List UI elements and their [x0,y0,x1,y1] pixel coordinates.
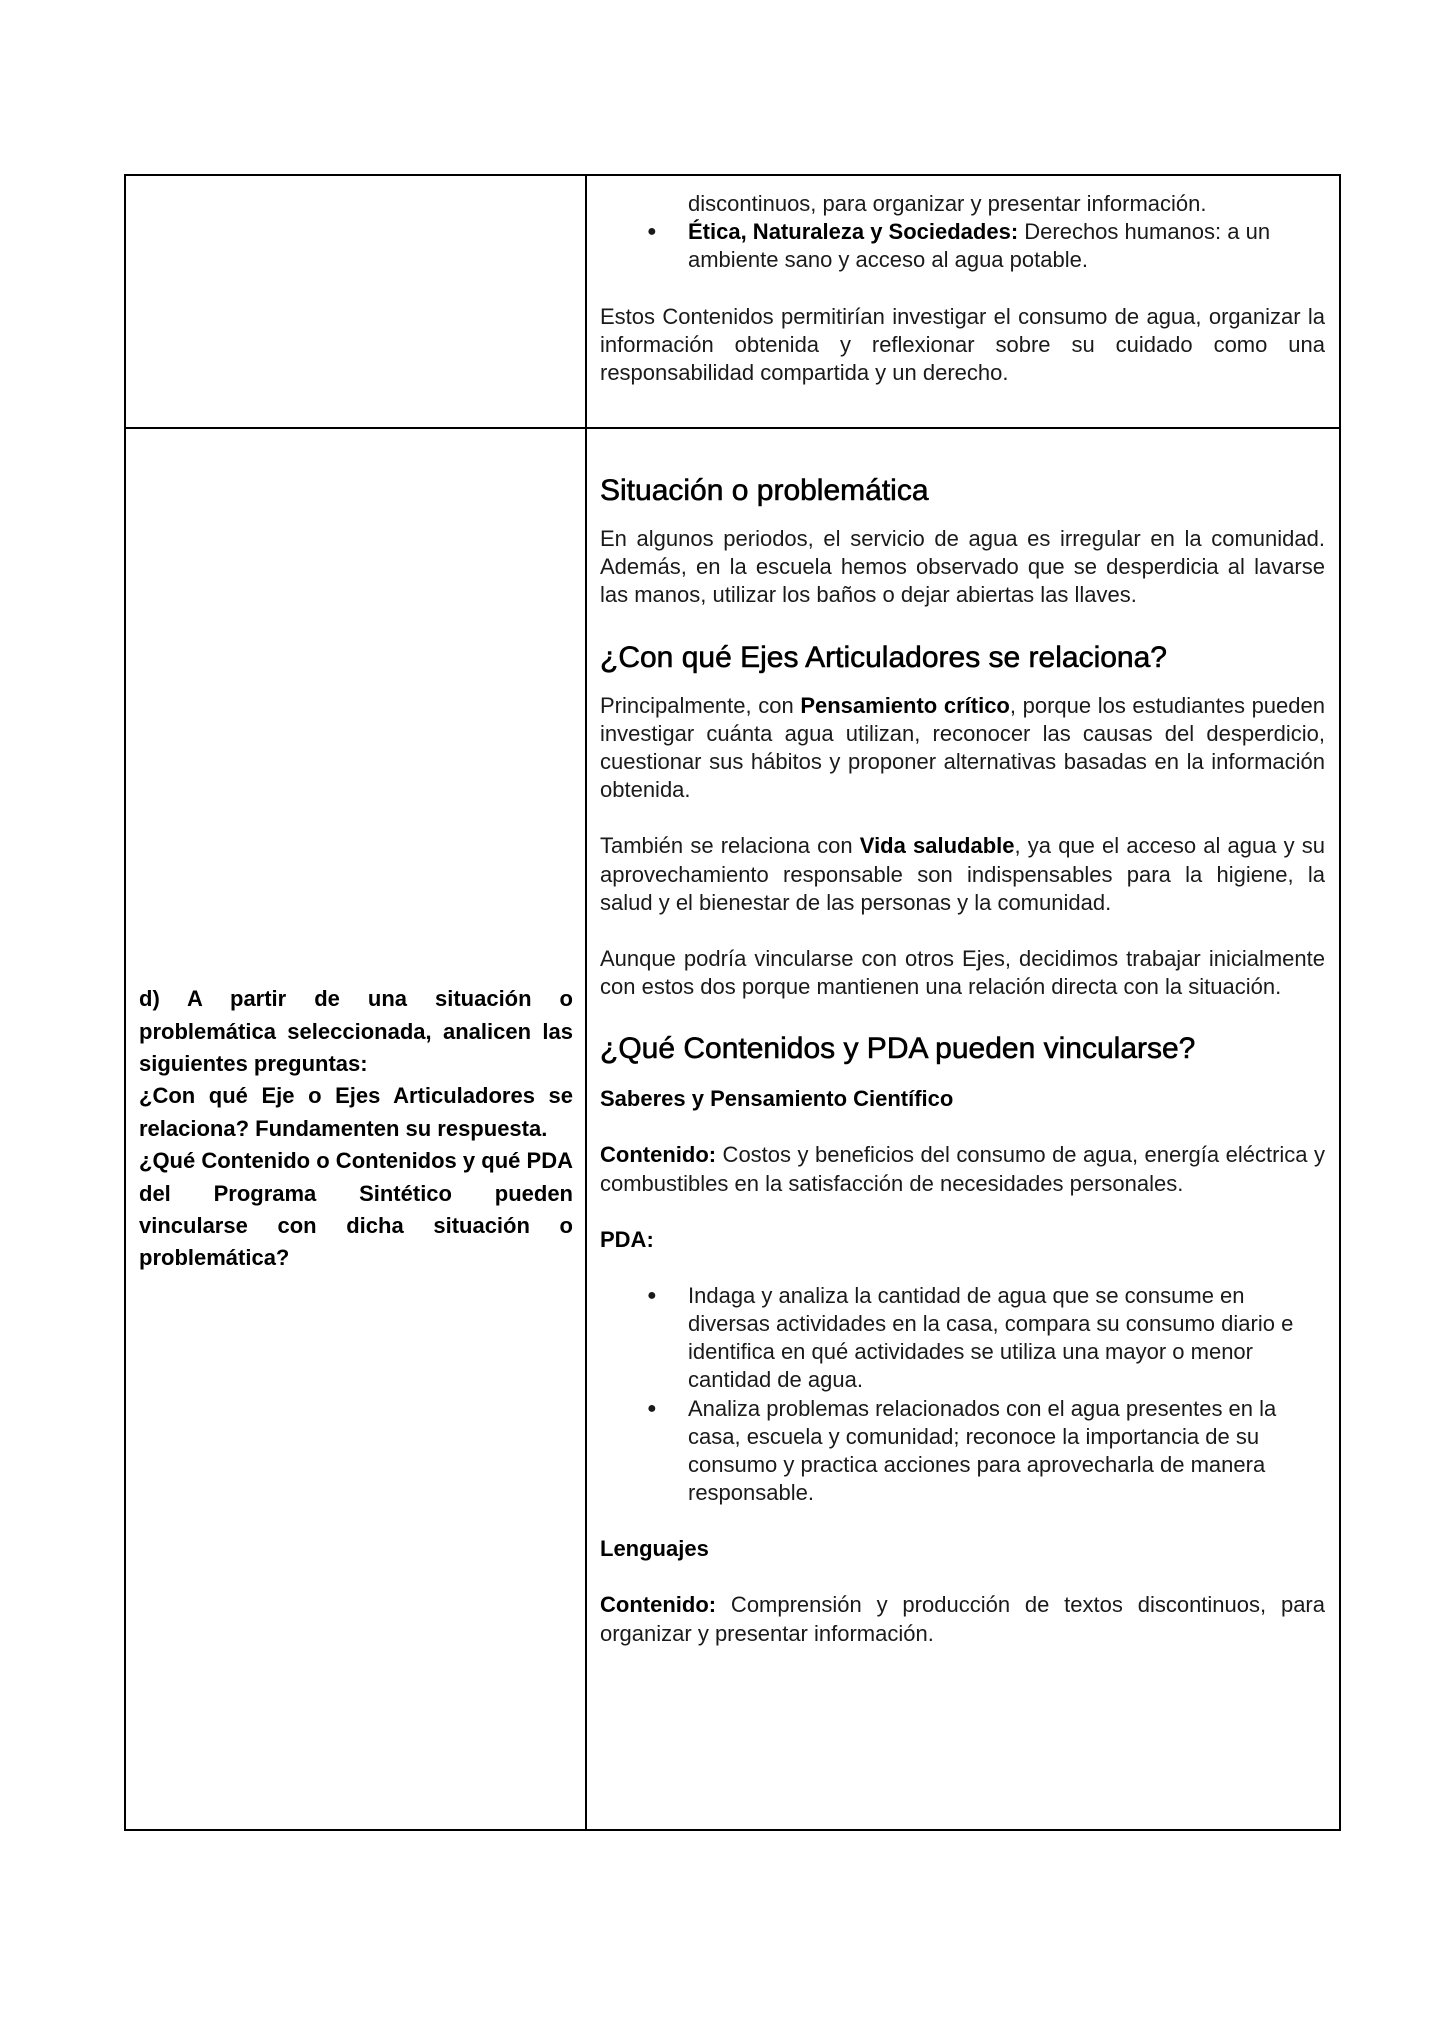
question-line-3: ¿Qué Contenido o Contenidos y qué PDA del Programa Sintético pueden vincularse con dicha situación o problemática? [139,1148,573,1271]
empty-left-cell [125,175,586,428]
contenidos-summary: Estos Contenidos permitirían investigar el consumo de agua, organizar la información obtenida y reflexionar sobre su cuidado como una responsabilidad compartida y un derecho. [600,303,1325,386]
answer-cell [586,428,1340,1830]
heading-situacion: Situación o problemática [600,474,929,507]
question-cell [125,428,586,1830]
list-item-continued: discontinuos, para organizar y presentar información. [688,191,1207,216]
content-table [124,174,1341,1831]
ejes-paragraph-2: También se relaciona con Vida saludable, ya que el acceso al agua y su aprovechamiento responsable son indispensables para la higiene, la salud y el bienestar de las personas y la comunidad. [600,833,1326,915]
right-cell-top [586,175,1340,428]
bullet-list-top [600,190,1325,275]
contenido-1: Contenido: Costos y beneficios del consumo de agua, energía eléctrica y combustibles en la satisfacción de necesidades personales. [600,1142,1325,1196]
question-line-1: d) A partir de una situación o problemática seleccionada, analicen las siguientes preguntas: [139,986,573,1076]
bullet-icon: ● [647,223,657,241]
list-item: ● Indaga y analiza la cantidad de agua que se consume en diversas actividades en la casa, compara su consumo diario e identifica en qué actividades se utiliza una mayor o menor cantidad de agua. [647,1282,1294,1393]
list-item: ● Analiza problemas relacionados con el agua presentes en la casa, escuela y comunidad; reconoce la importancia de su consumo y practica acciones para aprovecharla de manera responsable. [647,1395,1277,1506]
pda-list [600,1282,1325,1508]
table-row [125,428,1340,1830]
ejes-paragraph-3: Aunque podría vincularse con otros Ejes, decidimos trabajar inicialmente con estos dos porque mantienen una relación directa con la situación. [600,946,1325,1000]
ejes-paragraph-1: Principalmente, con Pensamiento crítico, porque los estudiantes pueden investigar cuánta agua utilizan, reconocer las causas del desperdicio, cuestionar sus hábitos y proponer alternativas basadas en la información obtenida. [600,692,1325,803]
situacion-text: En algunos periodos, el servicio de agua es irregular en la comunidad. Además, en la escuela hemos observado que se desperdicia al lavarse las manos, utilizar los baños o dejar abiertas las llaves. [600,526,1325,608]
bullet-icon: ● [647,1286,657,1304]
contenido-2: Contenido: Comprensión y producción de textos discontinuos, para organizar y presentar información. [600,1592,1325,1646]
heading-ejes: ¿Con qué Ejes Articuladores se relaciona? [600,640,1167,674]
campo-lenguajes: Lenguajes [600,1536,709,1562]
bullet-icon: ● [647,1399,657,1417]
question-line-2: ¿Con qué Eje o Ejes Articuladores se relaciona? Fundamenten su respuesta. [139,1083,573,1141]
table-row [125,175,1340,428]
campo-saberes: Saberes y Pensamiento Científico [600,1086,954,1112]
heading-contenidos: ¿Qué Contenidos y PDA pueden vincularse? [600,1032,1196,1066]
pda-label: PDA: [600,1226,654,1252]
list-item: ● Ética, Naturaleza y Sociedades: Derechos humanos: a un ambiente sano y acceso al agua potable. [647,219,1271,273]
